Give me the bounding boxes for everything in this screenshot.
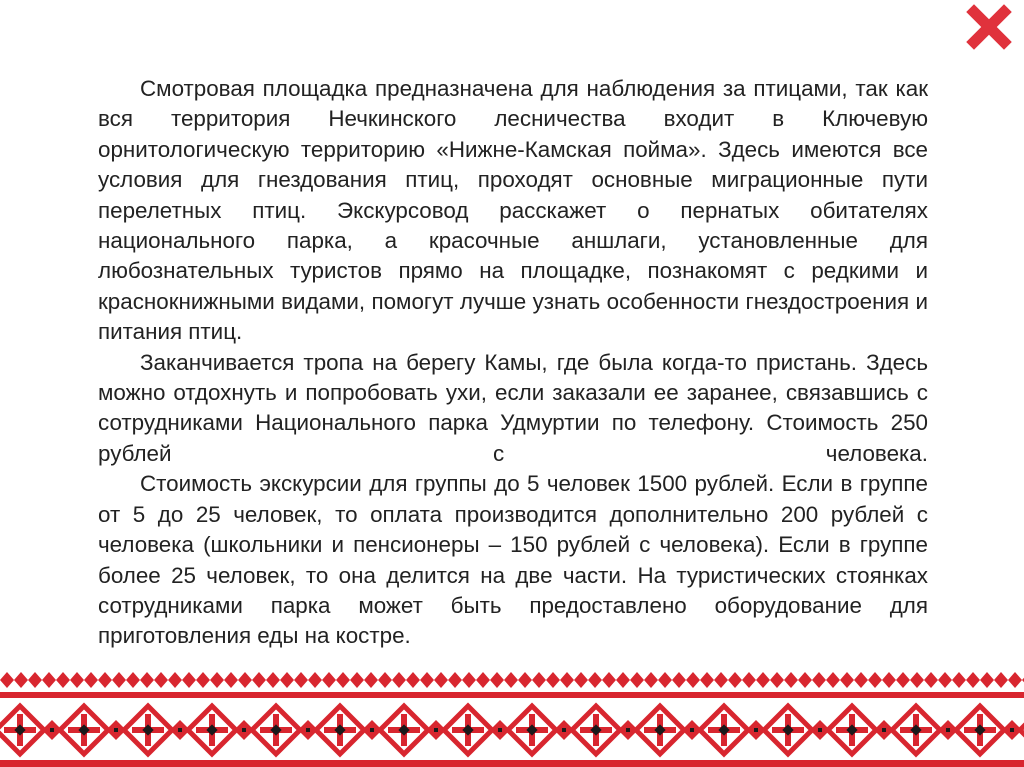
paragraph-excursion-price: Стоимость экскурсии для группы до 5 человек 1500 рублей. Если в группе от 5 до 25 человек, то оплата производится дополнительно 200 рублей с человека (школьники и пенсионеры – 150 рублей с человека). Если в группе более 25 человек, то она делится на две части. На туристических стоянках сотрудниками парка может быть предоставлено оборудование для приготовления еды на костре.	[98, 471, 928, 649]
ornament-border	[0, 670, 1024, 767]
main-text	[98, 74, 928, 652]
embroidery-ornament-icon	[0, 670, 1024, 767]
paragraph-observation-deck: Смотровая площадка предназначена для наблюдения за птицами, так как вся территория Нечкинского лесничества входит в Ключевую орнитологическую территорию «Нижне-Камская пойма». Здесь имеются все условия для гнездования птиц, проходят основные миграционные пути перелетных птиц. Экскурсовод расскажет о пернатых обитателях национального парка, а красочные аншлаги, установленные для любознательных туристов прямо на площадке, познакомят с редкими и краснокнижными видами, помогут лучше узнать особенности гнездостроения и питания птиц.	[98, 76, 928, 345]
paragraph-trail-end: Заканчивается тропа на берегу Камы, где была когда-то пристань. Здесь можно отдохнуть и попробовать ухи, если заказали ее заранее, связавшись с сотрудниками Национального парка Удмуртии по телефону. Стоимость 250 рублей с человека.	[98, 349, 928, 466]
close-button[interactable]	[966, 4, 1012, 50]
close-x-icon	[966, 4, 1012, 50]
